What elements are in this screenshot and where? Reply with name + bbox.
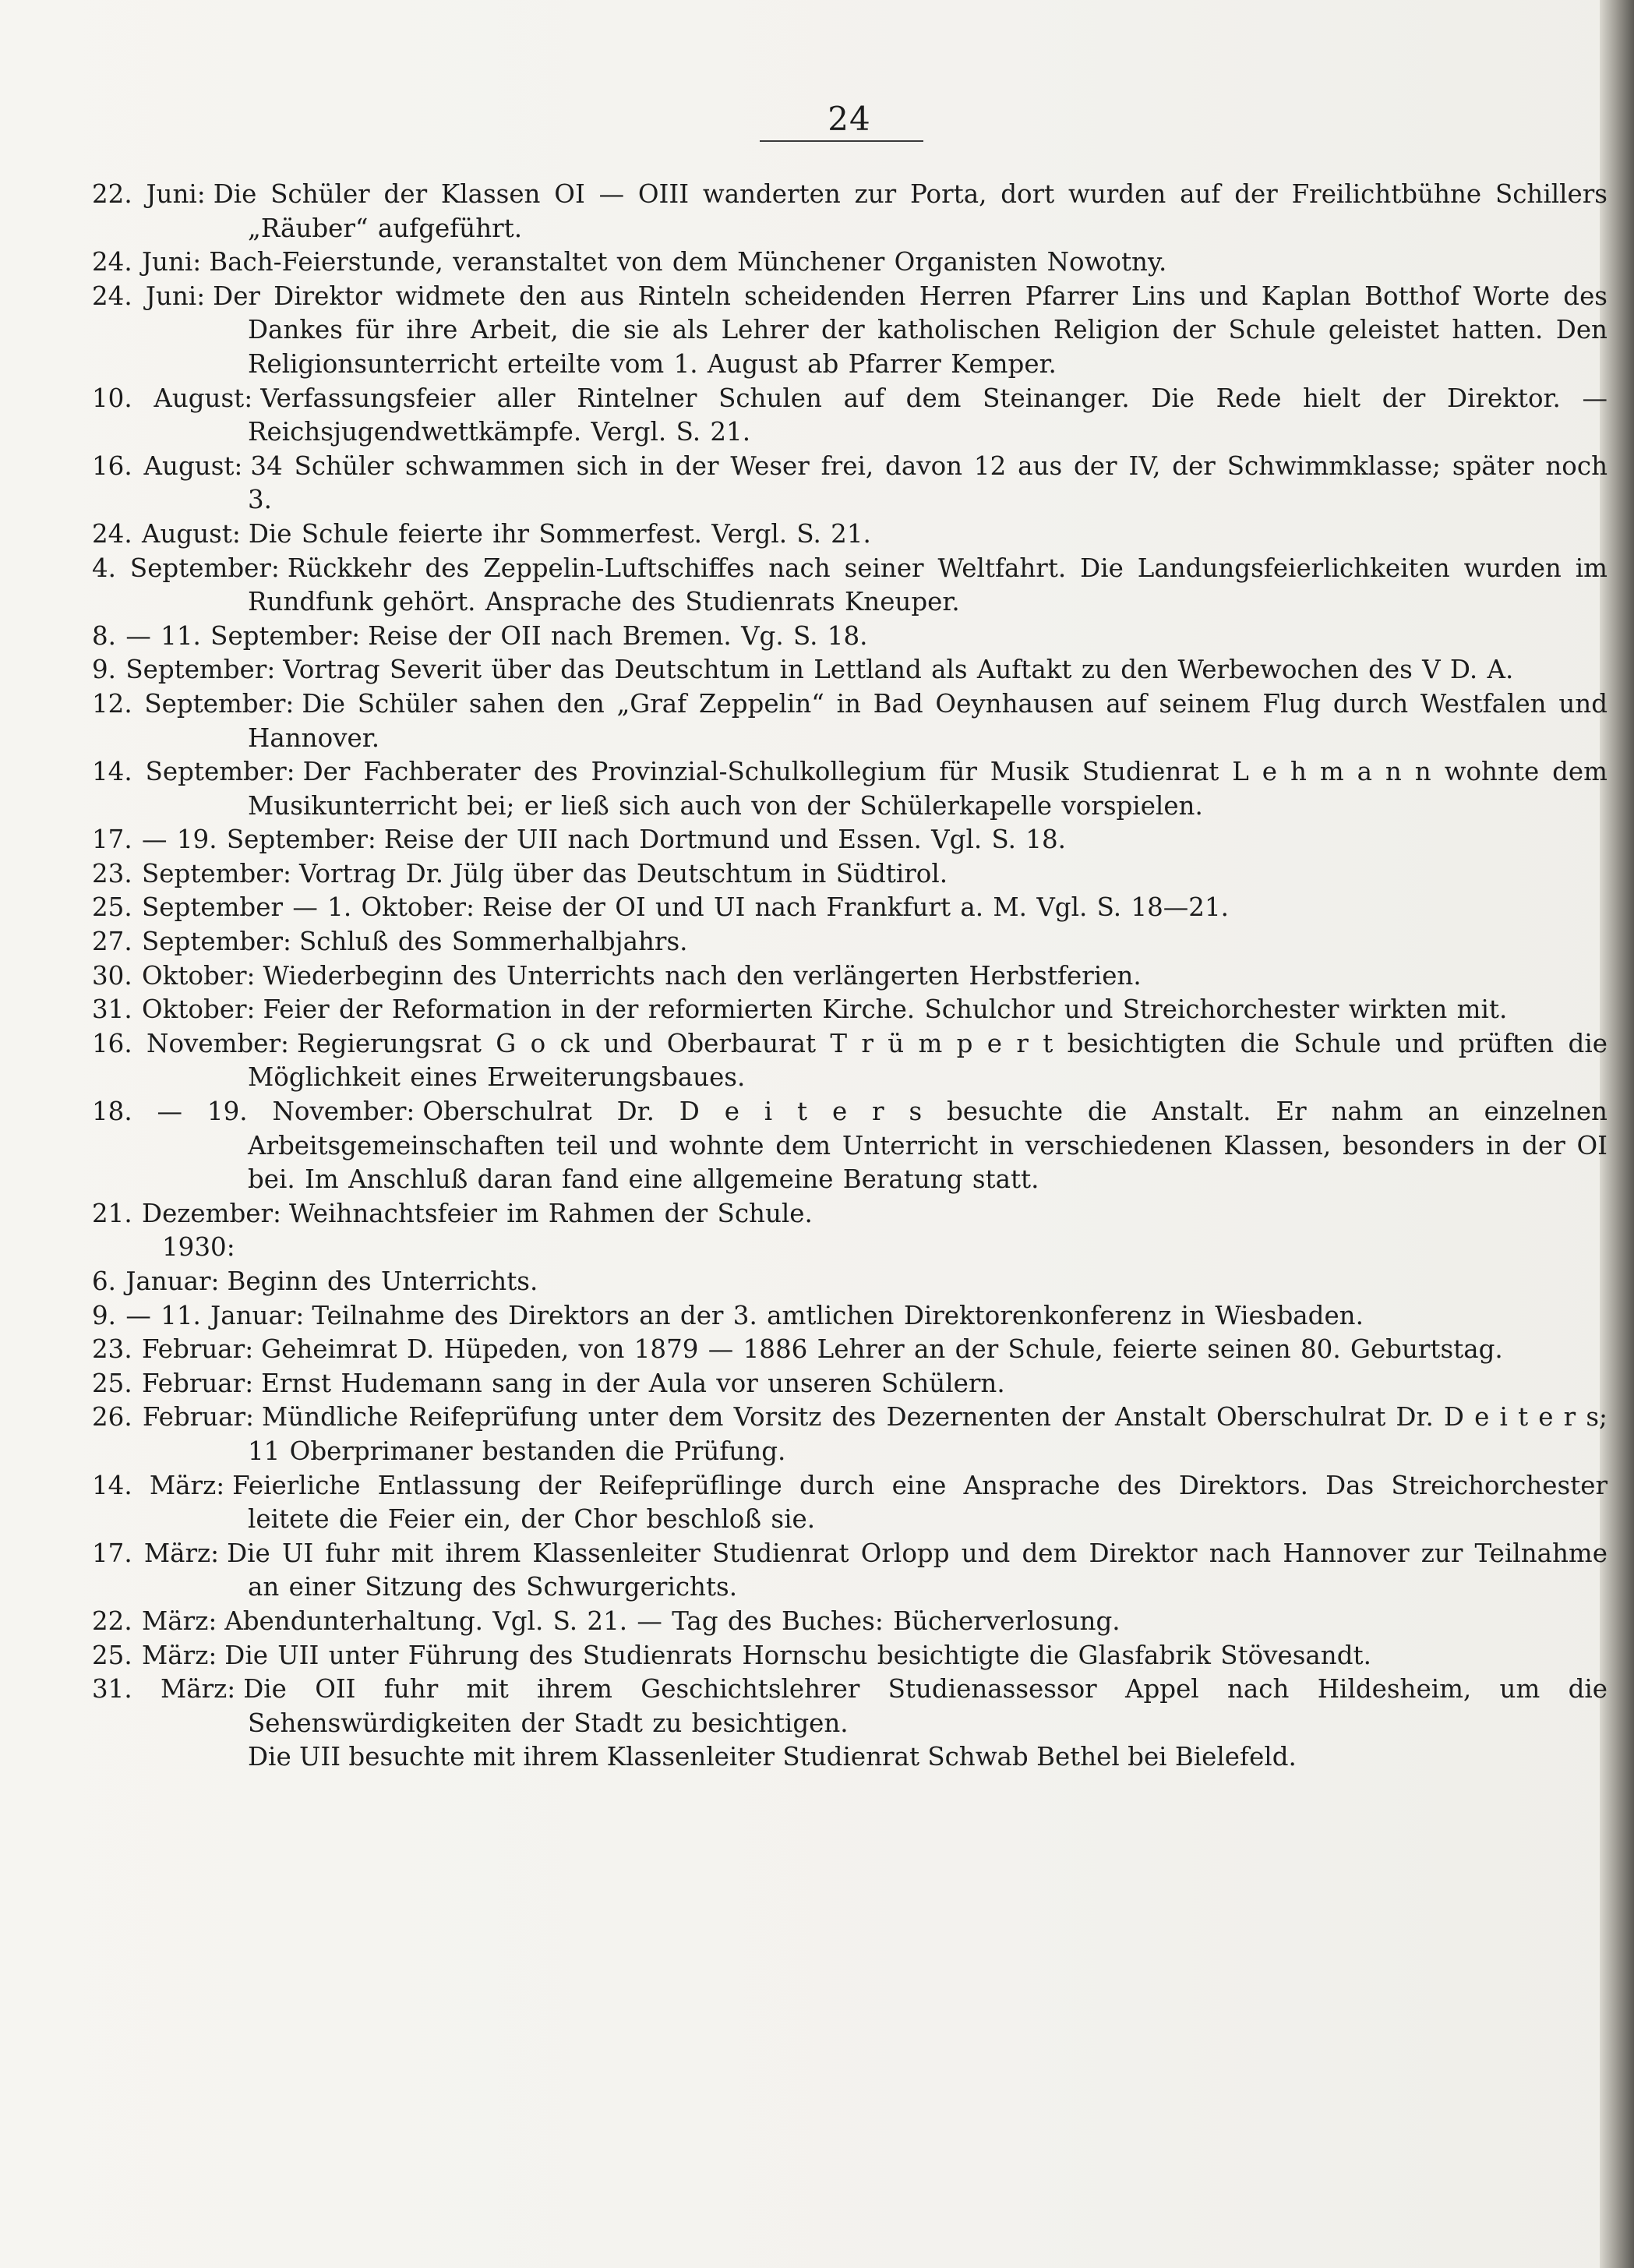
entry-text: 34 Schüler schwammen sich in der Weser frei, davon 12 aus der IV, der Schwimmklasse; später noch 3. — [248, 450, 1608, 515]
chronicle-entry — [92, 925, 1608, 959]
entry-text: Geheimrat D. Hüpeden, von 1879 — 1886 Lehrer an der Schule, feierte seinen 80. Geburtstag. — [261, 1334, 1503, 1365]
entry-date: 12. September: — [92, 688, 295, 719]
chronicle-entry — [92, 755, 1608, 823]
entry-text: Rückkehr des Zeppelin-Luftschiffes nach seiner Weltfahrt. Die Landungsfeierlichkeiten wurden im Rundfunk gehört. Ansprache des Studienrats Kneuper. — [248, 553, 1608, 617]
entry-text: Teilnahme des Direktors an der 3. amtlichen Direktorenkonferenz in Wiesbaden. — [312, 1300, 1364, 1330]
entry-text: Die Schüler sahen den „Graf Zeppelin“ in Bad Oeynhausen auf seinem Flug durch Westfalen und Hannover. — [248, 688, 1608, 753]
entry-date: 21. Dezember: — [92, 1198, 282, 1228]
chronicle-entry — [92, 1639, 1608, 1673]
entry-date: 31. März: — [92, 1674, 236, 1705]
entry-date: 23. Februar: — [92, 1334, 254, 1365]
chronicle-entry — [92, 280, 1608, 382]
chronicle-entry — [92, 891, 1608, 925]
chronicle-entry — [92, 382, 1608, 450]
entry-text: Der Direktor widmete den aus Rinteln scheidenden Herren Pfarrer Lins und Kaplan Botthof Worte des Dankes für ihre Arbeit, die sie als Lehrer der katholischen Religion der Schule geleistet hatten. Den Religionsunterricht erteilte vom 1. August ab Pfarrer Kemper. — [213, 281, 1608, 379]
chronicle-entry — [92, 687, 1608, 755]
chronicle-entry — [92, 178, 1608, 246]
entry-text: Verfassungsfeier aller Rintelner Schulen auf dem Steinanger. Die Rede hielt der Direktor. — Reichsjugendwettkämpfe. Vergl. S. 21. — [248, 383, 1608, 447]
page-number: 24 — [828, 100, 871, 138]
entry-date: 22. Juni: — [92, 179, 206, 209]
entry-date: 27. September: — [92, 927, 291, 957]
entry-text: Weihnachtsfeier im Rahmen der Schule. — [289, 1198, 813, 1228]
entry-date: 25. März: — [92, 1640, 217, 1670]
entry-text: Reise der OII nach Bremen. Vg. S. 18. — [368, 620, 868, 651]
entry-date: 16. August: — [92, 450, 243, 481]
entry-date: 14. März: — [92, 1470, 225, 1500]
entry-text: Feierliche Entlassung der Reifeprüflinge durch eine Ansprache des Direktors. Das Streichorchester leitete die Feier ein, der Chor beschloß sie. — [232, 1470, 1608, 1535]
chronicle-entry — [92, 993, 1608, 1027]
chronicle-entry — [92, 1605, 1608, 1639]
chronicle-entry — [92, 1299, 1608, 1334]
entry-text: Die Schule feierte ihr Sommerfest. Vergl. S. 21. — [248, 518, 871, 549]
entry-text: Bach-Feierstunde, veranstaltet von dem Münchener Organisten Nowotny. — [209, 247, 1167, 277]
chronicle-entry — [92, 620, 1608, 654]
chronicle-list — [92, 178, 1608, 1775]
entry-date: 26. Februar: — [92, 1402, 254, 1433]
entry-date: 8. — 11. September: — [92, 620, 361, 651]
entry-date: 9. — 11. Januar: — [92, 1300, 305, 1330]
entry-text: Die UI fuhr mit ihrem Klassenleiter Studienrat Orlopp und dem Direktor nach Hannover zur Teilnahme an einer Sitzung des Schwurgerichts. — [227, 1538, 1608, 1602]
entry-date: 31. Oktober: — [92, 994, 256, 1025]
entry-date: 4. September: — [92, 553, 280, 583]
entry-text: Regierungsrat G o ck und Oberbaurat T r ü m p e r t besichtigten die Schule und prüften die Möglichkeit eines Erweiterungsbaues. — [248, 1028, 1608, 1093]
entry-text: Die UII unter Führung des Studienrats Hornschu besichtigte die Glasfabrik Stövesandt. — [224, 1640, 1371, 1670]
page-number-rule — [760, 140, 923, 142]
entry-date: 25. Februar: — [92, 1368, 254, 1398]
entry-text: Vortrag Severit über das Deutschtum in Lettland als Auftakt zu den Werbewochen des V D. A. — [283, 655, 1514, 685]
entry-date: 24. Juni: — [92, 281, 206, 311]
entry-text: Die Schüler der Klassen OI — OIII wanderten zur Porta, dort wurden auf der Freilichtbühne Schillers „Räuber“ aufgeführt. — [213, 179, 1608, 243]
entry-date: 10. August: — [92, 383, 253, 413]
chronicle-entry — [92, 518, 1608, 552]
entry-date: 6. Januar: — [92, 1266, 220, 1296]
entry-text: Der Fachberater des Provinzial-Schulkollegium für Musik Studienrat L e h m a n n wohnte dem Musikunterricht bei; er ließ sich auch von der Schülerkapelle vorspielen. — [248, 757, 1608, 821]
chronicle-entry — [92, 653, 1608, 687]
chronicle-entry — [92, 1197, 1608, 1231]
entry-text: Feier der Reformation in der reformierten Kirche. Schulchor und Streichorchester wirkten mit. — [263, 994, 1508, 1025]
entry-text: Schluß des Sommerhalbjahrs. — [298, 927, 688, 957]
chronicle-entry — [92, 823, 1608, 857]
entry-date: 25. September — 1. Oktober: — [92, 892, 475, 923]
entry-text: Reise der UII nach Dortmund und Essen. Vgl. S. 18. — [383, 825, 1066, 855]
final-line: Die UII besuchte mit ihrem Klassenleiter Studienrat Schwab Bethel bei Bielefeld. — [248, 1742, 1297, 1772]
entry-date: 18. — 19. November: — [92, 1097, 415, 1127]
entry-text: Oberschulrat Dr. D e i t e r s besuchte die Anstalt. Er nahm an einzelnen Arbeitsgemeinschaften teil und wohnte dem Unterricht in verschiedenen Klassen, besonders in der OI bei. Im Anschluß daran fand eine allgemeine Beratung statt. — [248, 1097, 1608, 1195]
entry-date: 9. September: — [92, 655, 276, 685]
chronicle-entry — [92, 1095, 1608, 1197]
chronicle-entry — [92, 1537, 1608, 1605]
entry-text: Wiederbeginn des Unterrichts nach den verlängerten Herbstferien. — [263, 960, 1142, 991]
entry-text: Mündliche Reifeprüfung unter dem Vorsitz des Dezernenten der Anstalt Oberschulrat Dr. D e i t e r s; 11 Oberprimaner bestanden die Prüfung. — [248, 1402, 1608, 1466]
entry-date: 17. — 19. September: — [92, 825, 376, 855]
entry-date: 17. März: — [92, 1538, 220, 1568]
chronicle-entry — [92, 1333, 1608, 1367]
entry-text: Abendunterhaltung. Vgl. S. 21. — Tag des Buches: Bücherverlosung. — [224, 1606, 1121, 1636]
entry-text: Die OII fuhr mit ihrem Geschichtslehrer Studienassessor Appel nach Hildesheim, um die Sehenswürdigkeiten der Stadt zu besichtigen. — [243, 1674, 1608, 1738]
chronicle-entry — [92, 1401, 1608, 1468]
year-heading: 1930: — [162, 1232, 235, 1263]
entry-date: 24. August: — [92, 518, 241, 549]
entry-date: 14. September: — [92, 757, 295, 787]
entry-text: Reise der OI und UI nach Frankfurt a. M. Vgl. S. 18—21. — [482, 892, 1229, 923]
chronicle-entry — [92, 959, 1608, 994]
chronicle-entry — [92, 1469, 1608, 1537]
entry-date: 23. September: — [92, 858, 291, 888]
chronicle-entry — [92, 857, 1608, 892]
chronicle-entry — [92, 1027, 1608, 1095]
entry-date: 22. März: — [92, 1606, 217, 1636]
chronicle-entry — [92, 450, 1608, 518]
entry-date: 16. November: — [92, 1028, 289, 1058]
chronicle-entry — [92, 246, 1608, 280]
entry-text: Vortrag Dr. Jülg über das Deutschtum in Südtirol. — [298, 858, 948, 888]
entry-text: Beginn des Unterrichts. — [227, 1266, 538, 1296]
chronicle-entry — [92, 1367, 1608, 1401]
entry-date: 24. Juni: — [92, 247, 202, 277]
entry-date: 30. Oktober: — [92, 960, 256, 991]
entry-text: Ernst Hudemann sang in der Aula vor unseren Schülern. — [261, 1368, 1005, 1398]
chronicle-entry — [92, 1673, 1608, 1740]
chronicle-entry — [92, 552, 1608, 620]
chronicle-entry — [92, 1265, 1608, 1299]
